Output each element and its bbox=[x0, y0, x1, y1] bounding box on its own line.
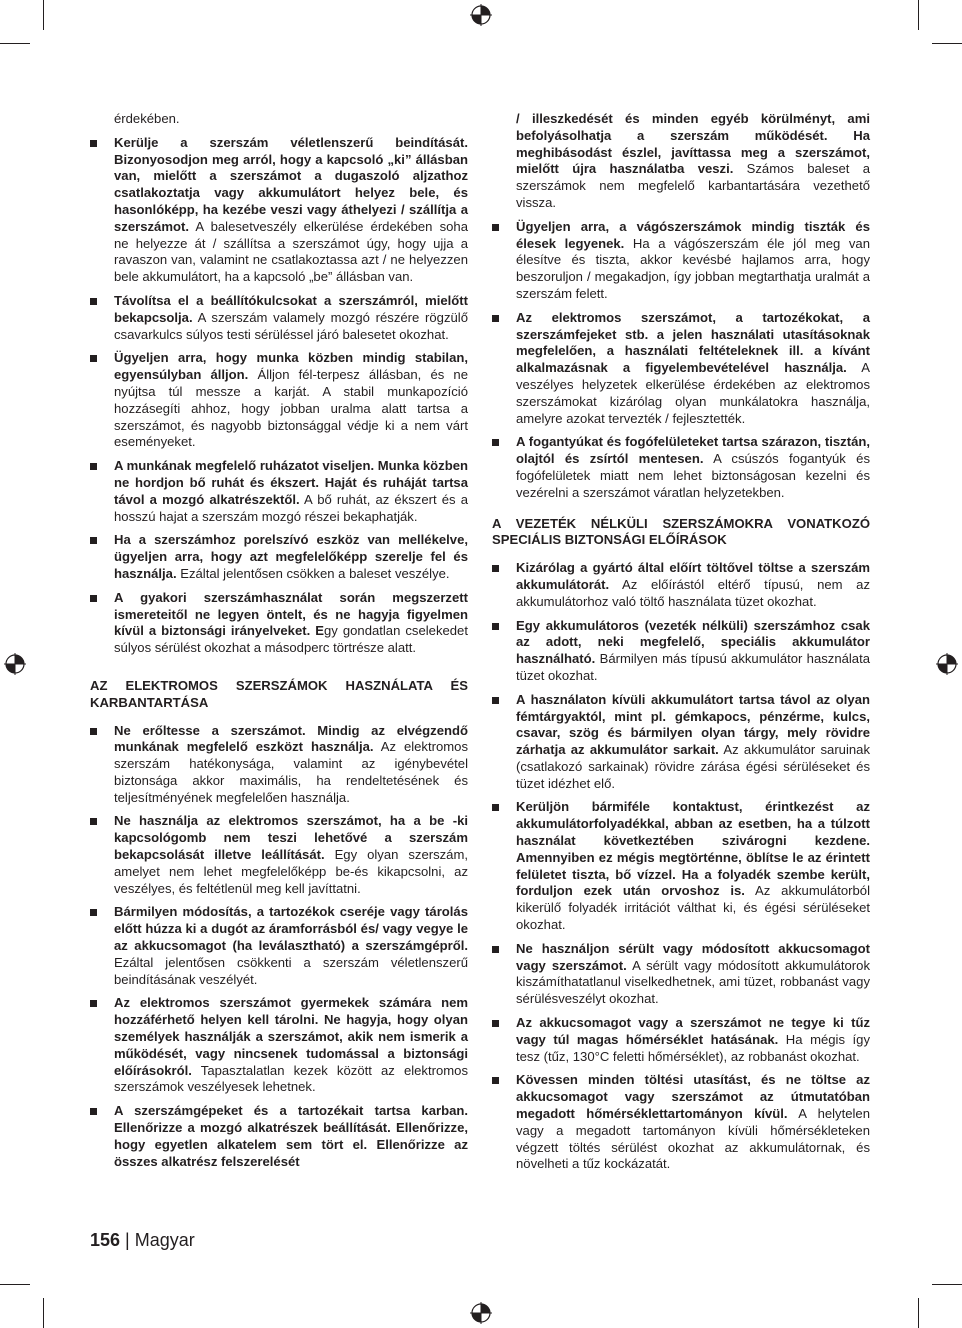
registration-mark-icon bbox=[936, 653, 958, 675]
bullet-icon bbox=[90, 463, 97, 470]
list-item: Az akkucsomagot vagy a szerszámot ne tegye ki tűz vagy túl magas hőmérséklet hatásának. Ha mégis így tesz (tűz, 130°C feletti hőmérséklet), az robbanást okozhat. bbox=[492, 1015, 870, 1065]
bullet-icon bbox=[90, 355, 97, 362]
list-item: Kerüljön bármiféle kontaktust, érintkezést az akkumulátorfolyadékkal, abban az esetben, ha a túlzott használat következtében szivárogni kezdene. Amennyiben ez mégis megtörténne, öblítse le az érintett felületet tiszta, bő vízzel. Ha a folyadék szembe került, forduljon ezek után orvoshoz is. Az akkumulátorból kikerülő folyadék irritációt válthat ki, és égési sérüléseket okozhat. bbox=[492, 799, 870, 933]
registration-mark-icon bbox=[470, 1302, 492, 1324]
bullet-icon bbox=[492, 1077, 499, 1084]
crop-mark bbox=[918, 0, 919, 30]
bullet-icon bbox=[90, 1108, 97, 1115]
crop-mark bbox=[932, 43, 962, 44]
bullet-icon bbox=[90, 537, 97, 544]
list-item: Egy akkumulátoros (vezeték nélküli) szerszámhoz csak az adott, neki megfelelő, speciális akkumulátor használható. Bármilyen más típusú akkumulátor használata tüzet okozhat. bbox=[492, 618, 870, 685]
registration-mark-icon bbox=[470, 4, 492, 26]
bullet-icon bbox=[90, 140, 97, 147]
list-item: Távolítsa el a beállítókulcsokat a szerszámról, mielőtt bekapcsolja. A szerszám valamely mozgó részére rögzülő csavarkulcs súlyos testi sérüléssel járó balesetet okozhat. bbox=[90, 293, 468, 343]
bullet-icon bbox=[90, 909, 97, 916]
crop-mark bbox=[0, 1284, 30, 1285]
crop-mark bbox=[43, 0, 44, 30]
bullet-icon bbox=[90, 728, 97, 735]
list-item: Kerülje a szerszám véletlenszerű beindítását. Bizonyosodjon meg arról, hogy a kapcsoló „ki” állásban van, mielőtt a szerszámot a dugaszoló aljzathoz csatlakoztatja vagy akkumulátort helyez bele, és hasonlóképp, ha kezébe veszi vagy áthelyezi / szállítja a szerszámot. A balesetveszély elkerülése érdekében soha ne helyezze át / szállítsa a szerszámot úgy, hogy ujja a ravaszon van, valamint ne csatlakoztassa azt / ne helyezzen bele akkumulátort, ha a kapcsoló „be” állásban van. bbox=[90, 135, 468, 286]
section-heading: A VEZETÉK NÉLKÜLI SZERSZÁMOKRA VONATKOZÓ SPECIÁLIS BIZTONSÁGI ELŐÍRÁSOK bbox=[492, 515, 870, 548]
page-number: 156 bbox=[90, 1230, 121, 1250]
section-heading: AZ ELEKTROMOS SZERSZÁMOK HASZNÁLATA ÉS KARBANTARTÁSA bbox=[90, 677, 468, 710]
crop-mark bbox=[0, 43, 30, 44]
crop-mark bbox=[43, 1298, 44, 1328]
left-column bbox=[90, 111, 468, 1177]
bullet-icon bbox=[492, 623, 499, 630]
bullet-icon bbox=[492, 439, 499, 446]
list-item: Ne használja az elektromos szerszámot, ha a be -ki kapcsológomb nem teszi lehetővé a szerszám bekapcsolását illetve leállítását. Egy olyan szerszám, amelyet nem lehet megfelelőképp be-és kikapcsolni, az veszélyes, és feltétlenül meg kell javíttatni. bbox=[90, 813, 468, 897]
list-item: A fogantyúkat és fogófelületeket tartsa szárazon, tisztán, olajtól és zsírtól mentesen. A csúszós fogantyúk és fogófelületek miatt nem lehet biztonságosan kezelni és vezérelni a szerszámot váratlan helyzetekben. bbox=[492, 434, 870, 501]
page-footer bbox=[90, 1230, 195, 1251]
bullet-icon bbox=[90, 298, 97, 305]
list-item: Kövessen minden töltési utasítást, és ne töltse az akkucsomagot vagy szerszámot az útmutatóban megadott hőmérséklettartományon kívül. A helytelen vagy a megadott tartományon kívüli hőmérsékleteken végzett töltés sérülést okozhat az akkumulátornak, és növelheti a tűz kockázatát. bbox=[492, 1072, 870, 1173]
crop-mark bbox=[932, 1284, 962, 1285]
bullet-icon bbox=[90, 1000, 97, 1007]
list-item: A gyakori szerszámhasználat során megszerzett ismereteitől ne legyen öntelt, és ne hagyja figyelmen kívül a biztonsági irányelveket. Egy gondatlan cselekedet súlyos sérülést okozhat a másodperc törtrésze alatt. bbox=[90, 590, 468, 657]
right-column bbox=[492, 111, 870, 1180]
crop-mark bbox=[918, 1298, 919, 1328]
continued-item: / illeszkedését és minden egyéb körülményt, ami befolyásolhatja a szerszám működését. Ha meghibásodást észlel, javíttassa meg a szerszámot, mielőtt újra használatba veszi. Számos baleset a szerszámok nem megfelelő karbantartására vezethető vissza. bbox=[516, 111, 870, 210]
intro-text: érdekében. bbox=[114, 111, 180, 126]
list-item: A szerszámgépeket és a tartozékait tartsa karban. Ellenőrizze a mozgó alkatrészek beállítását. Ellenőrizze, hogy egyetlen alkatelem sem tört el. Ellenőrizze az összes alkatrész felszerelését bbox=[90, 1103, 468, 1170]
list-item: Az elektromos szerszámot gyermekek számára nem hozzáférhető helyen kell tárolni. Ne hagyja, hogy olyan személyek használják a szerszámot, akik nem ismerik a működését, vagy nincsenek tudomással a biztonsági előírásokról. Tapasztalatlan kezek között az elektromos szerszámok veszélyesek lehetnek. bbox=[90, 995, 468, 1096]
bullet-icon bbox=[492, 946, 499, 953]
bullet-icon bbox=[492, 804, 499, 811]
footer-separator: | bbox=[120, 1230, 135, 1250]
bullet-icon bbox=[90, 818, 97, 825]
list-item: A használaton kívüli akkumulátort tartsa távol az olyan fémtárgyaktól, mint pl. gémkapocs, pénzérme, kulcs, csavar, szög és bármilyen olyan tárgy, mely rövidre zárhatja az akkumulátor sarkait. Az akkumulátor saruinak (csatlakozó sarkainak) rövidre zárása égési sérüléseket és tüzet idézhet elő. bbox=[492, 692, 870, 793]
list-item: Kizárólag a gyártó által előírt töltővel töltse a szerszám akkumulátorát. Az előírástól eltérő típusú, nem az akkumulátorhoz való töltő használata tüzet okozhat. bbox=[492, 560, 870, 610]
list-item: Az elektromos szerszámot, a tartozékokat, a szerszámfejeket stb. a jelen használati utasításoknak megfelelően, a használati feltételeknek ill. a kívánt alkalmazásnak a figyelembevételével használja. A veszélyes helyzetek elkerülése érdekében az elektromos szerszámokat kizárólag olyan munkálatokra használja, amelyre azokat tervezték / fejlesztették. bbox=[492, 310, 870, 428]
bullet-icon bbox=[90, 595, 97, 602]
list-item: Ne erőltesse a szerszámot. Mindig az elvégzendő munkának megfelelő eszközt használja. Az elektromos szerszám hatékonysága, valamint az igénybevétel biztonsága akkor maximális, ha rendeltetésének és teljesítményének megfelelően használja. bbox=[90, 723, 468, 807]
list-item: Bármilyen módosítás, a tartozékok cseréje vagy tárolás előtt húzza ki a dugót az áramforrásból és/ vagy vegye le az akkucsomagot (ha leválasztható) a szerszámgépről. Ezáltal jelentősen csökkenti a szerszám véletlenszerű beindításának veszélyét. bbox=[90, 904, 468, 988]
list-item: Ügyeljen arra, hogy munka közben mindig stabilan, egyensúlyban álljon. Álljon fél-terpesz állásban, és ne nyújtsa túl messze a karját. A stabil munkapozíció hozzásegíti ahhoz, hogy jobban uralma alatt tartsa a szerszámot, és nagyobb biztonsággal védje ki a nem várt eseményeket. bbox=[90, 350, 468, 451]
list-item: Ha a szerszámhoz porelszívó eszköz van mellékelve, ügyeljen arra, hogy azt megfelelőképp szerelje fel és használja. Ezáltal jelentősen csökken a baleset veszélye. bbox=[90, 532, 468, 582]
bullet-icon bbox=[492, 565, 499, 572]
footer-language: Magyar bbox=[134, 1230, 195, 1250]
bullet-icon bbox=[492, 224, 499, 231]
registration-mark-icon bbox=[4, 653, 26, 675]
list-item: Ügyeljen arra, a vágószerszámok mindig tiszták és élesek legyenek. Ha a vágószerszám éle jól meg van élesítve és tiszta, akkor kevésbé hajlamos arra, hogy beszoruljon / megakadjon, így jobban megtarthatja uralmát a szerszám felett. bbox=[492, 219, 870, 303]
bullet-icon bbox=[492, 1020, 499, 1027]
list-item: Ne használjon sérült vagy módosított akkucsomagot vagy szerszámot. A sérült vagy módosított akkumulátorok kiszámíthatatlanul viselkedhetnek, ami tüzet, robbanást vagy sérülésveszélyt okozhat. bbox=[492, 941, 870, 1008]
bullet-icon bbox=[492, 315, 499, 322]
list-item: A munkának megfelelő ruházatot viseljen. Munka közben ne hordjon bő ruhát és ékszert. Haját és ruháját tartsa távol a mozgó alkatrészektől. A bő ruhát, az ékszert és a hosszú hajat a szerszám mozgó részei bekaphatják. bbox=[90, 458, 468, 525]
bullet-icon bbox=[492, 697, 499, 704]
